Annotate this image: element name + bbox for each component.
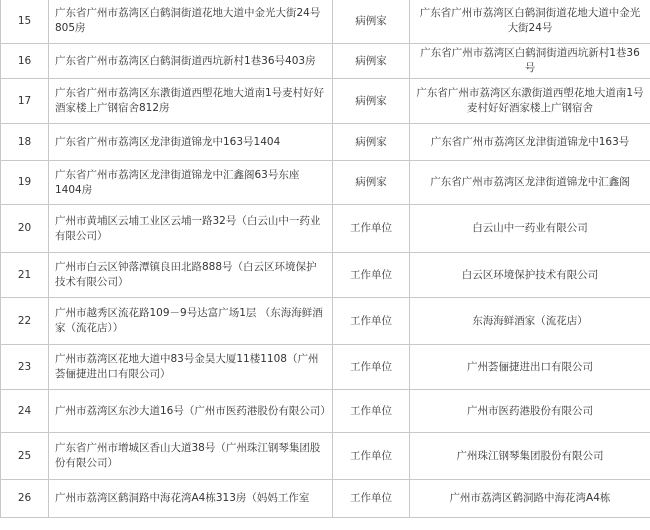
place-cell: 白云山中一药业有限公司	[410, 205, 650, 253]
table-row	[1, 298, 650, 345]
row-number-cell: 16	[1, 44, 49, 79]
row-number-cell: 18	[1, 124, 49, 161]
type-cell: 病例家	[333, 79, 410, 124]
table-row	[1, 345, 650, 390]
address-cell: 广东省广州市荔湾区东漖街道西塱花地大道南1号麦村好好酒家楼上广钢宿舍812房	[49, 79, 333, 124]
row-number-cell: 23	[1, 345, 49, 390]
address-cell: 广州市荔湾区鹤洞路中海花湾A4栋313房（妈妈工作室	[49, 480, 333, 518]
address-cell: 广东省广州市增城区香山大道38号（广州珠江钢琴集团股份有限公司）	[49, 433, 333, 480]
type-cell: 工作单位	[333, 433, 410, 480]
place-cell: 广州市荔湾区鹤洞路中海花湾A4栋	[410, 480, 650, 518]
type-cell: 病例家	[333, 44, 410, 79]
place-cell: 广东省广州市荔湾区龙津街道锦龙中汇鑫阁	[410, 161, 650, 205]
place-cell: 东海海鲜酒家（流花店）	[410, 298, 650, 345]
place-cell: 广东省广州市荔湾区白鹤洞街道西坑新村1巷36号	[410, 44, 650, 79]
row-number-cell: 15	[1, 0, 49, 44]
row-number-cell: 21	[1, 253, 49, 298]
address-cell: 广州市越秀区流花路109－9号达富广场1层 （东海海鲜酒家（流花店））	[49, 298, 333, 345]
table-row	[1, 390, 650, 433]
table-row	[1, 44, 650, 79]
row-number-cell: 25	[1, 433, 49, 480]
table-row	[1, 124, 650, 161]
address-cell: 广州市荔湾区花地大道中83号金昊大厦11楼1108（广州荟俪捷进出口有限公司）	[49, 345, 333, 390]
type-cell: 工作单位	[333, 253, 410, 298]
table-row	[1, 205, 650, 253]
row-number-cell: 19	[1, 161, 49, 205]
table-row	[1, 253, 650, 298]
type-cell: 病例家	[333, 0, 410, 44]
place-cell: 广州珠江钢琴集团股份有限公司	[410, 433, 650, 480]
place-cell: 广东省广州市荔湾区东漖街道西塱花地大道南1号麦村好好酒家楼上广钢宿舍	[410, 79, 650, 124]
type-cell: 工作单位	[333, 298, 410, 345]
place-cell: 广东省广州市荔湾区龙津街道锦龙中163号	[410, 124, 650, 161]
table-row	[1, 161, 650, 205]
row-number-cell: 22	[1, 298, 49, 345]
type-cell: 工作单位	[333, 480, 410, 518]
place-cell: 白云区环境保护技术有限公司	[410, 253, 650, 298]
table-row	[1, 480, 650, 518]
type-cell: 病例家	[333, 124, 410, 161]
address-cell: 广州市荔湾区东沙大道16号（广州市医药港股份有限公司）	[49, 390, 333, 433]
address-cell: 广东省广州市荔湾区白鹤洞街道西坑新村1巷36号403房	[49, 44, 333, 79]
row-number-cell: 26	[1, 480, 49, 518]
address-cell: 广东省广州市荔湾区龙津街道锦龙中163号1404	[49, 124, 333, 161]
type-cell: 工作单位	[333, 205, 410, 253]
type-cell: 工作单位	[333, 390, 410, 433]
type-cell: 病例家	[333, 161, 410, 205]
place-cell: 广州荟俪捷进出口有限公司	[410, 345, 650, 390]
table-row	[1, 79, 650, 124]
table-row	[1, 0, 650, 44]
place-cell: 广东省广州市荔湾区白鹤洞街道花地大道中金光大街24号	[410, 0, 650, 44]
address-cell: 广东省广州市荔湾区白鹤洞街道花地大道中金光大街24号805房	[49, 0, 333, 44]
type-cell: 工作单位	[333, 345, 410, 390]
place-cell: 广州市医药港股份有限公司	[410, 390, 650, 433]
address-cell: 广东省广州市荔湾区龙津街道锦龙中汇鑫阁63号东座1404房	[49, 161, 333, 205]
address-cell: 广州市白云区钟落潭镇良田北路888号（白云区环境保护技术有限公司）	[49, 253, 333, 298]
row-number-cell: 24	[1, 390, 49, 433]
table-row	[1, 433, 650, 480]
row-number-cell: 17	[1, 79, 49, 124]
row-number-cell: 20	[1, 205, 49, 253]
address-cell: 广州市黄埔区云埔工业区云埔一路32号（白云山中一药业有限公司）	[49, 205, 333, 253]
table-body	[1, 0, 650, 518]
